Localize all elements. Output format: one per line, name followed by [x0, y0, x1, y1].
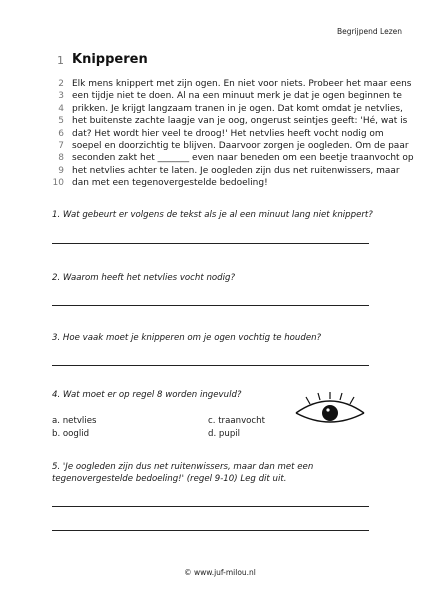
line-number: 4: [58, 103, 64, 114]
page-title: Knipperen: [72, 52, 148, 67]
answer-line-2[interactable]: [52, 305, 369, 306]
line-text: prikken. Je krijgt langzaam tranen in je ogen. Dat komt omdat je netvlies,: [72, 103, 403, 114]
title-line-number: 1: [57, 54, 64, 67]
text-line: [0, 152, 440, 164]
answer-line-5a[interactable]: [52, 506, 369, 507]
question-2: 2. Waarom heeft het netvlies vocht nodig?: [52, 273, 236, 283]
question-3: 3. Hoe vaak moet je knipperen om je ogen vochtig te houden?: [52, 333, 322, 343]
text-line: [0, 177, 440, 189]
line-text: Elk mens knippert met zijn ogen. En niet voor niets. Probeer het maar eens: [72, 79, 412, 89]
line-number: 10: [52, 178, 64, 189]
text-line: [0, 140, 440, 152]
option-b[interactable]: b. ooglid: [52, 429, 90, 439]
text-line: [0, 165, 440, 177]
answer-line-1[interactable]: [52, 243, 369, 244]
title-row: [0, 52, 440, 68]
text-line: [0, 90, 440, 102]
text-line: [0, 78, 440, 90]
text-line: [0, 103, 440, 115]
line-text: een tijdje niet te doen. Al na een minuut merk je dat je ogen beginnen te: [72, 91, 402, 102]
reading-text: [0, 78, 440, 190]
header-category: Begrijpend Lezen: [336, 27, 402, 36]
line-number: 6: [58, 128, 64, 139]
answer-line-5b[interactable]: [52, 530, 369, 531]
line-number: 3: [58, 91, 64, 102]
eye-icon: [290, 386, 370, 436]
question-1: 1. Wat gebeurt er volgens de tekst als je al een minuut lang niet knippert?: [52, 210, 373, 220]
answer-line-3[interactable]: [52, 365, 369, 366]
line-text: het netvlies achter te laten. Je oogleden zijn dus net ruitenwissers, maar: [72, 165, 400, 176]
line-text: dat? Het wordt hier veel te droog!' Het netvlies heeft vocht nodig om: [72, 128, 384, 139]
question-5: 5. 'Je oogleden zijn dus net ruitenwissers, maar dan met een tegenovergestelde bedoeling!' (regel 9-10) Leg dit uit.: [52, 462, 314, 484]
line-number: 8: [58, 153, 64, 164]
line-number: 9: [58, 165, 64, 176]
text-line: [0, 115, 440, 127]
question-4: 4. Wat moet er op regel 8 worden ingevuld?: [52, 390, 242, 400]
text-line: [0, 128, 440, 140]
line-text: dan met een tegenovergestelde bedoeling!: [72, 178, 268, 189]
option-d[interactable]: d. pupil: [208, 429, 241, 439]
line-number: 2: [58, 79, 64, 89]
line-text: soepel en doorzichtig te blijven. Daarvoor zorgen je oogleden. Om de paar: [72, 140, 409, 151]
option-a[interactable]: a. netvlies: [52, 416, 97, 426]
line-text: seconden zakt het _______ even naar beneden om een beetje traanvocht op: [72, 153, 414, 164]
line-number: 7: [58, 140, 64, 151]
option-c[interactable]: c. traanvocht: [208, 416, 265, 426]
line-number: 5: [58, 116, 64, 127]
line-text: het buitenste zachte laagje van je oog, ongerust seintjes geeft: 'Hé, wat is: [72, 116, 408, 127]
footer-copyright: © www.juf-milou.nl: [184, 568, 256, 577]
